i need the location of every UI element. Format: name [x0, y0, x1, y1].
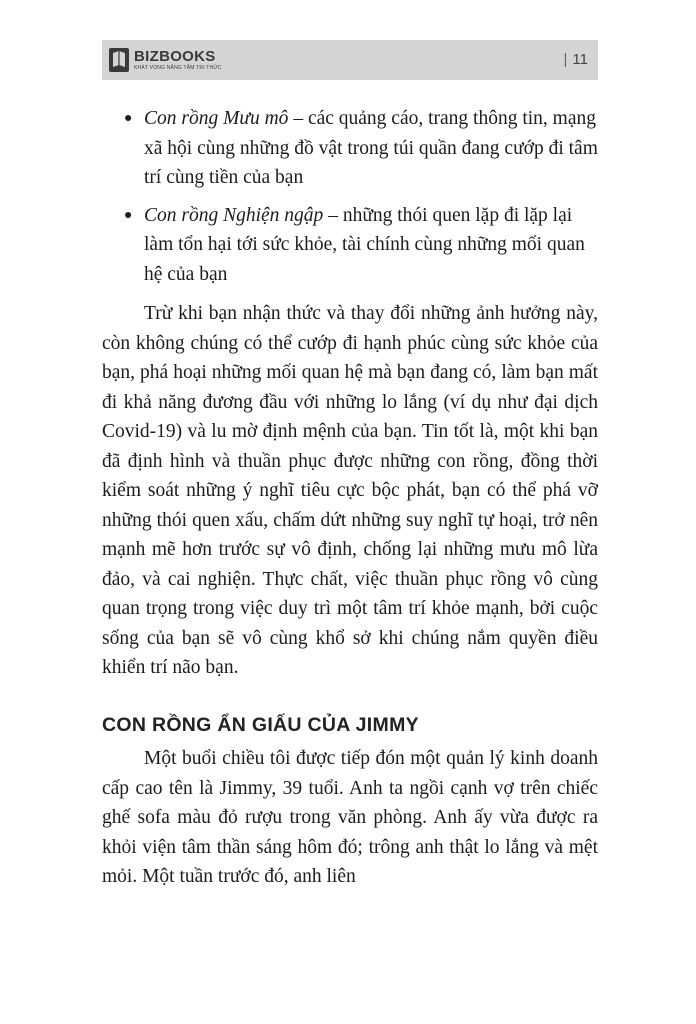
logo-tagline: KHÁT VỌNG NÂNG TẦM TRI THỨC	[134, 65, 222, 71]
section-heading: CON RỒNG ẨN GIẤU CỦA JIMMY	[102, 713, 419, 736]
bullet-item	[102, 104, 598, 193]
body-paragraph: Một buổi chiều tôi được tiếp đón một quản lý kinh doanh cấp cao tên là Jimmy, 39 tuổi. Anh ta ngồi cạnh vợ trên chiếc ghế sofa màu đỏ rượu trong văn phòng. Anh ấy vừa được ra khỏi viện tâm thần sáng hôm đó; trông anh thật lo lắng và mệt mỏi. Một tuần trước đó, anh liên	[102, 748, 598, 887]
page-number	[564, 51, 588, 68]
page-number-separator: |	[563, 51, 568, 68]
bullet-term: Con rồng Nghiện ngập	[144, 204, 324, 226]
bullet-text: – những thói quen lặp đi lặp lại làm tổn hại tới sức khỏe, tài chính cùng những mối quan hệ của bạn	[144, 204, 585, 285]
bullet-icon: ●	[124, 111, 133, 126]
page-body	[102, 104, 598, 892]
bullet-icon: ●	[124, 207, 133, 223]
bullet-term: Con rồng Mưu mô	[144, 108, 289, 129]
logo-name: BIZBOOKS	[134, 48, 216, 65]
page-number-value: 11	[572, 51, 588, 68]
page-header	[102, 40, 598, 80]
publisher-logo	[108, 45, 222, 75]
bullet-text: – các quảng cáo, trang thông tin, mạng xã hội cùng những đồ vật trong túi quần đang cướp đi tâm trí cùng tiền của bạn	[144, 108, 598, 188]
book-logo-icon	[108, 47, 130, 73]
bullet-item	[102, 201, 598, 290]
body-paragraph: Trừ khi bạn nhận thức và thay đổi những ảnh hưởng này, còn không chúng có thể cướp đi hạnh phúc cùng sức khỏe của bạn, phá hoại những mối quan hệ mà bạn đang có, làm bạn mất đi khả năng đương đầu với những lo lắng (ví dụ như đại dịch Covid-19) và lu mờ định mệnh của bạn. Tin tốt là, một khi bạn đã định hình và thuần phục được những con rồng, đồng thời kiểm soát những ý nghĩ tiêu cực bộc phát, bạn có thể phá vỡ những thói quen xấu, chấm dứt những suy nghĩ tự hoại, trở nên mạnh mẽ hơn trước sự vô định, chống lại những mưu mô lừa đảo, và cai nghiện. Thực chất, việc thuần phục rồng vô cùng quan trọng trong việc duy trì một tâm trí khỏe mạnh, bởi cuộc sống của bạn sẽ vô cùng khổ sở khi chúng nắm quyền điều khiển trí não bạn.	[102, 303, 598, 678]
